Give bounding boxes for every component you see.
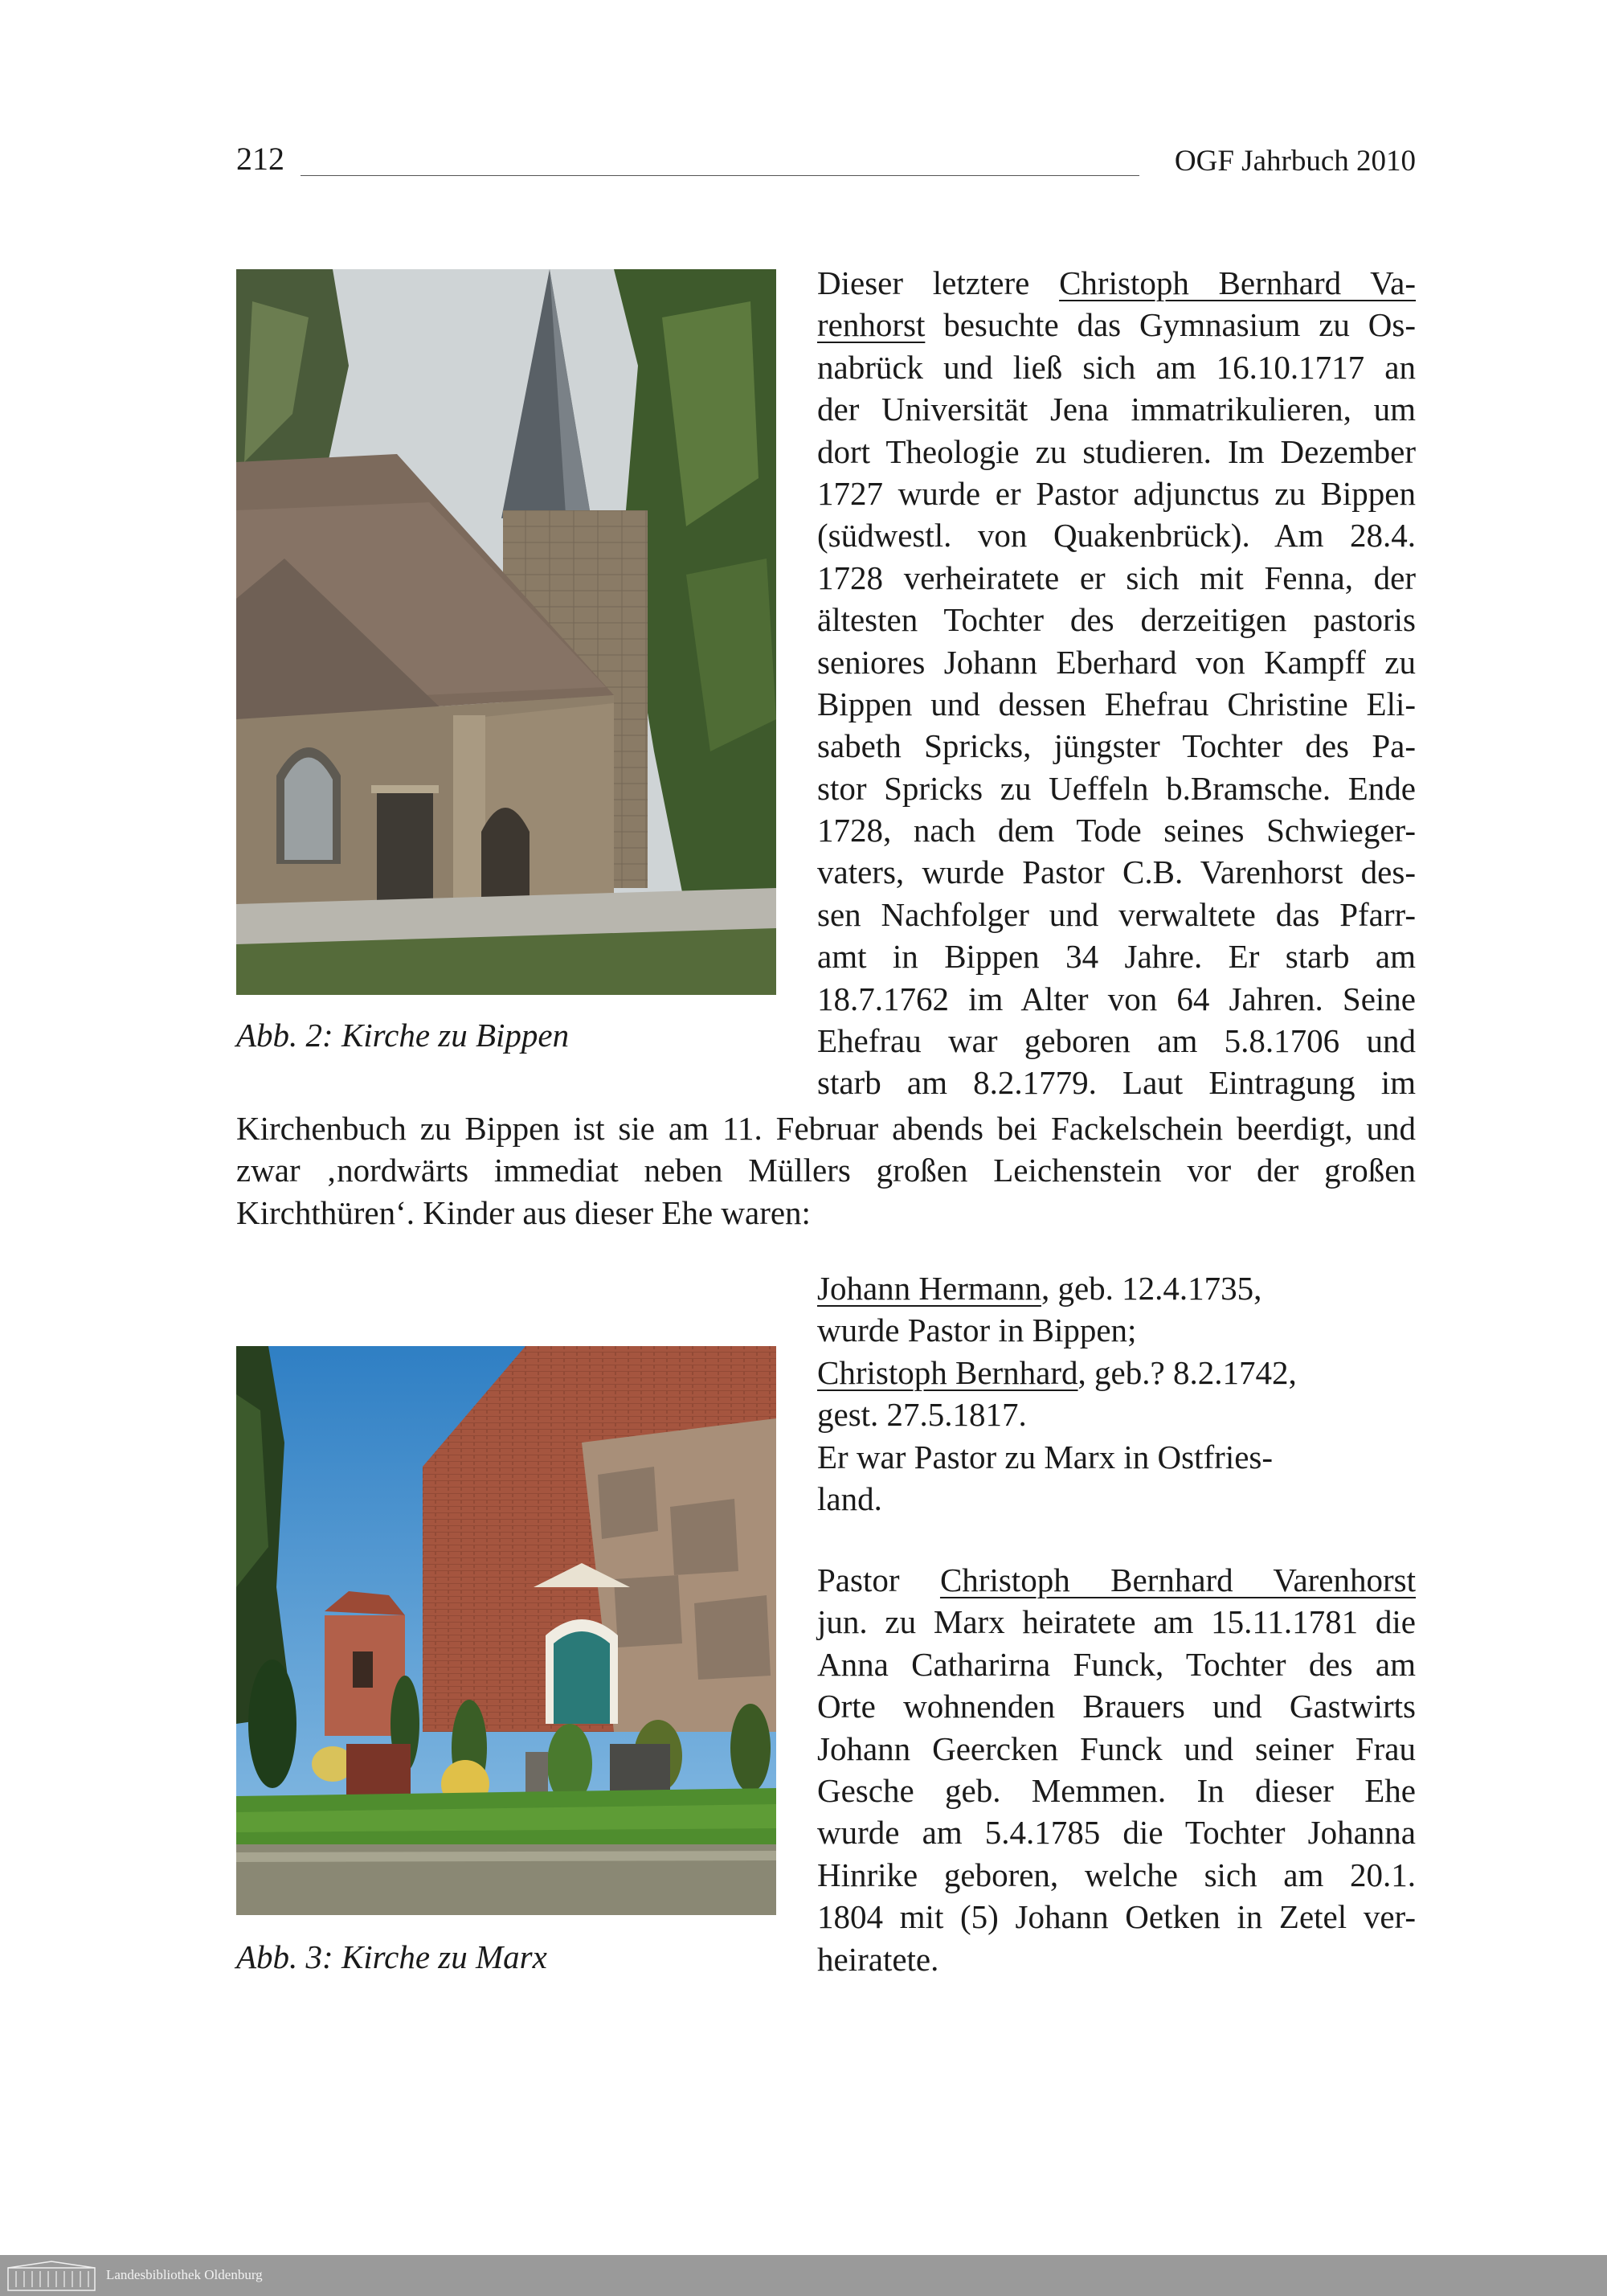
children-list [817, 1267, 1416, 1520]
text-line: amt in Bippen 34 Jahre. Er starb am [817, 938, 1416, 976]
text-line: Kirchenbuch zu Bippen ist sie am 11. Februar abends bei Fackelschein beerdigt, und [236, 1110, 1416, 1147]
text-line: Kirchthüren‘. Kinder aus dieser Ehe waren: [236, 1193, 811, 1231]
text-line: Hinrike geboren, welche sich am 20.1. [817, 1856, 1416, 1893]
text-line: vaters, wurde Pastor C.B. Varenhorst des- [817, 853, 1416, 891]
text-line: 1728, nach dem Tode seines Schwieger- [817, 812, 1416, 849]
text-line: seniores Johann Eberhard von Kampff zu [817, 643, 1416, 681]
header-rule [301, 175, 1139, 176]
text-line: ältesten Tochter des derzeitigen pastoris [817, 601, 1416, 639]
text-line: wurde Pastor in Bippen; [817, 1312, 1137, 1349]
figure-caption-marx: Abb. 3: Kirche zu Marx [236, 1938, 547, 1975]
church-marx-photo [236, 1346, 776, 1915]
text-line: Bippen und dessen Ehefrau Christine Eli- [817, 685, 1416, 722]
text-line: Pastor Christoph Bernhard Varenhorst [817, 1561, 1416, 1598]
church-bippen-photo [236, 269, 776, 995]
text-line: renhorst besuchte das Gymnasium zu Os- [817, 306, 1416, 344]
text-line: Anna Catharirna Funck, Tochter des am [817, 1645, 1416, 1683]
text-line: der Universität Jena immatrikulieren, um [817, 391, 1416, 428]
text-line: Ehefrau war geboren am 5.8.1706 und [817, 1022, 1416, 1060]
text-line: wurde am 5.4.1785 die Tochter Johanna [817, 1814, 1416, 1852]
text-line: (südwestl. von Quakenbrück). Am 28.4. [817, 517, 1416, 555]
library-name: Landesbibliothek Oldenburg [106, 2267, 263, 2282]
text-line: Orte wohnenden Brauers und Gastwirts [817, 1688, 1416, 1725]
text-line: land. [817, 1480, 882, 1517]
text-line: stor Spricks zu Ueffeln b.Bramsche. Ende [817, 769, 1416, 807]
underlined-name: Christoph Bernhard [817, 1353, 1078, 1391]
page-number: 212 [236, 141, 284, 177]
text-line: sen Nachfolger und verwaltete das Pfarr- [817, 895, 1416, 933]
text-line: Johann Geercken Funck und seiner Frau [817, 1729, 1416, 1767]
text-line: 1727 wurde er Pastor adjunctus zu Bippen [817, 474, 1416, 512]
text-line: Er war Pastor zu Marx in Ostfries- [817, 1438, 1274, 1475]
underlined-name: Christoph Bernhard Varenhorst [939, 1561, 1416, 1598]
text-line: gest. 27.5.1817. [817, 1396, 1027, 1434]
church-bippen-image [236, 269, 776, 995]
text-column-1 [817, 262, 1416, 1104]
figure-caption-bippen: Abb. 2: Kirche zu Bippen [236, 1017, 570, 1054]
text-line: dort Theologie zu studieren. Im Dezember [817, 432, 1416, 470]
text-column-3 [817, 1559, 1416, 1980]
text-line: zwar ‚nordwärts immediat neben Müllers großen Leichenstein vor der großen [236, 1152, 1416, 1189]
journal-title: OGF Jahrbuch 2010 [1174, 145, 1416, 178]
text-line: 1804 mit (5) Johann Oetken in Zetel ver- [817, 1898, 1416, 1936]
text-line: heiratete. [817, 1940, 939, 1978]
underlined-name: Johann Hermann [817, 1270, 1041, 1307]
text-line: Dieser letztere Christoph Bernhard Va- [817, 264, 1416, 301]
text-line: Christoph Bernhard, geb.? 8.2.1742, [817, 1353, 1297, 1391]
text-line: 18.7.1762 im Alter von 64 Jahren. Seine [817, 980, 1416, 1017]
underlined-name: renhorst [817, 306, 926, 344]
text-line: 1728 verheiratete er sich mit Fenna, der [817, 559, 1416, 596]
text-line: starb am 8.2.1779. Laut Eintragung im [817, 1064, 1416, 1102]
underlined-name: Christoph Bernhard Va- [1059, 264, 1416, 301]
text-line: sabeth Spricks, jüngster Tochter des Pa- [817, 727, 1416, 765]
footer-bar [0, 2255, 1607, 2296]
text-line: jun. zu Marx heiratete am 15.11.1781 die [817, 1603, 1416, 1641]
text-line: Gesche geb. Memmen. In dieser Ehe [817, 1771, 1416, 1809]
library-building-icon [6, 2260, 96, 2292]
church-marx-image [236, 1346, 776, 1915]
fullwidth-paragraph [236, 1107, 1416, 1234]
text-line: Johann Hermann, geb. 12.4.1735, [817, 1270, 1262, 1307]
text-line: nabrück und ließ sich am 16.10.1717 an [817, 348, 1416, 386]
